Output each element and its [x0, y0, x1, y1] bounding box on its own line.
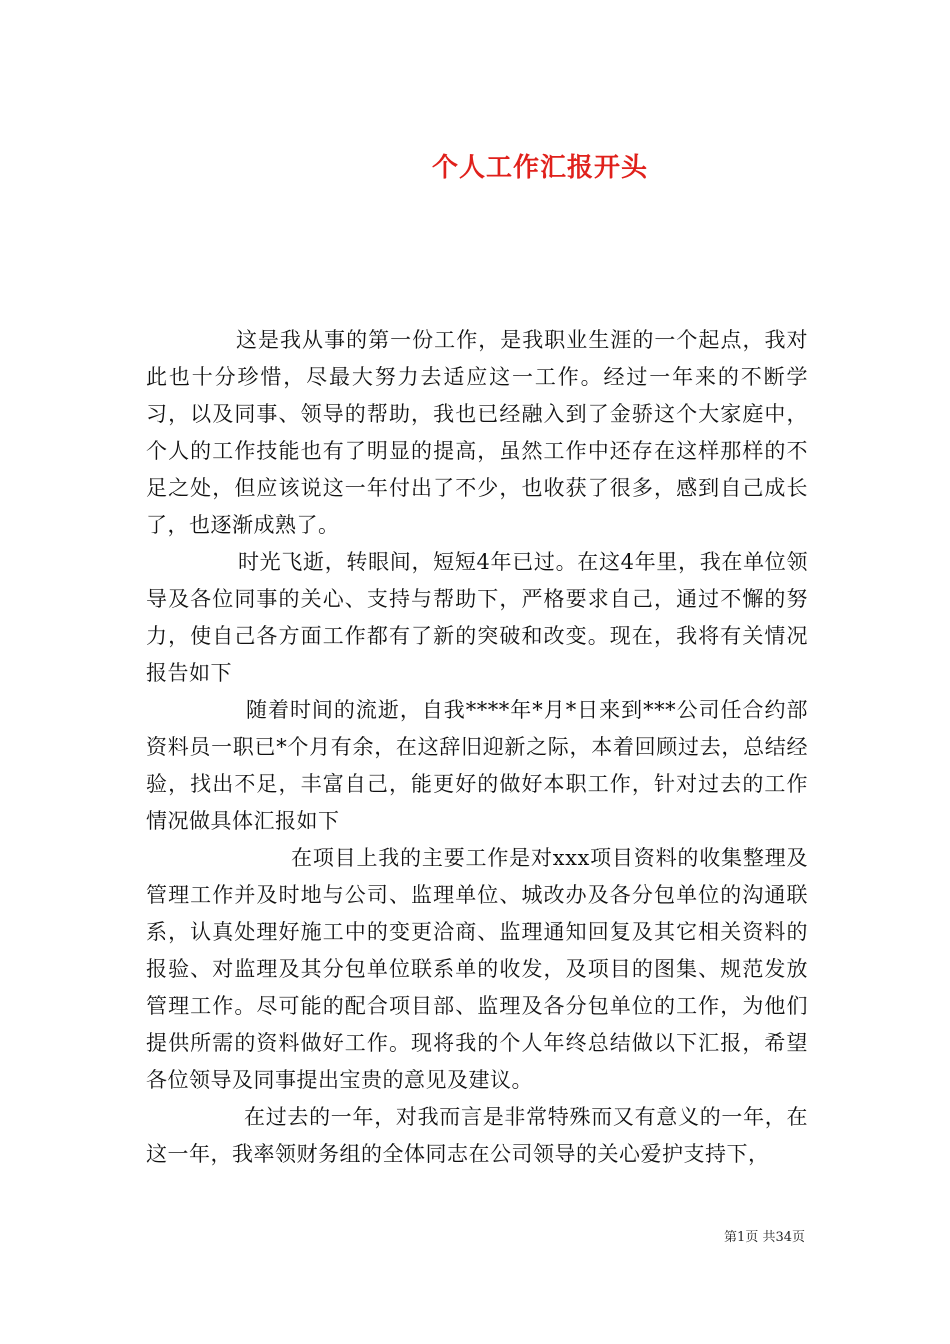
paragraph-5: 在过去的一年，对我而言是非常特殊而又有意义的一年，在这一年，我率领财务组的全体同志在公司领导的关心爱护支持下，: [146, 1105, 808, 1166]
paragraph-1: 这是我从事的第一份工作，是我职业生涯的一个起点，我对此也十分珍惜，尽最大努力去适应这一工作。经过一年来的不断学习，以及同事、领导的帮助，我也已经融入到了金骄这个大家庭中，个人的工作技能也有了明显的提高，虽然工作中还存在这样那样的不足之处，但应该说这一年付出了不少，也收获了很多，感到自己成长了，也逐渐成熟了。: [146, 328, 808, 537]
paragraph-3: 随着时间的流逝，自我****年*月*日来到***公司任合约部资料员一职已*个月有余，在这辞旧迎新之际，本着回顾过去，总结经验，找出不足，丰富自己，能更好的做好本职工作，针对过去的工作情况做具体汇报如下: [146, 698, 808, 833]
paragraph-2: 时光飞逝，转眼间，短短4年已过。在这4年里，我在单位领导及各位同事的关心、支持与帮助下，严格要求自己，通过不懈的努力，使自己各方面工作都有了新的突破和改变。现在，我将有关情况报告如下: [146, 550, 808, 685]
paragraph-4: 在项目上我的主要工作是对xxx项目资料的收集整理及管理工作并及时地与公司、监理单位、城改办及各分包单位的沟通联系，认真处理好施工中的变更洽商、监理通知回复及其它相关资料的报验、对监理及其分包单位联系单的收发，及项目的图集、规范发放管理工作。尽可能的配合项目部、监理及各分包单位的工作，为他们提供所需的资料做好工作。现将我的个人年终总结做以下汇报，希望各位领导及同事提出宝贵的意见及建议。: [146, 846, 808, 1092]
document-title: 个人工作汇报开头: [431, 153, 648, 184]
document-body: [146, 322, 808, 1173]
page-footer: 第1页 共34页: [724, 1230, 805, 1245]
